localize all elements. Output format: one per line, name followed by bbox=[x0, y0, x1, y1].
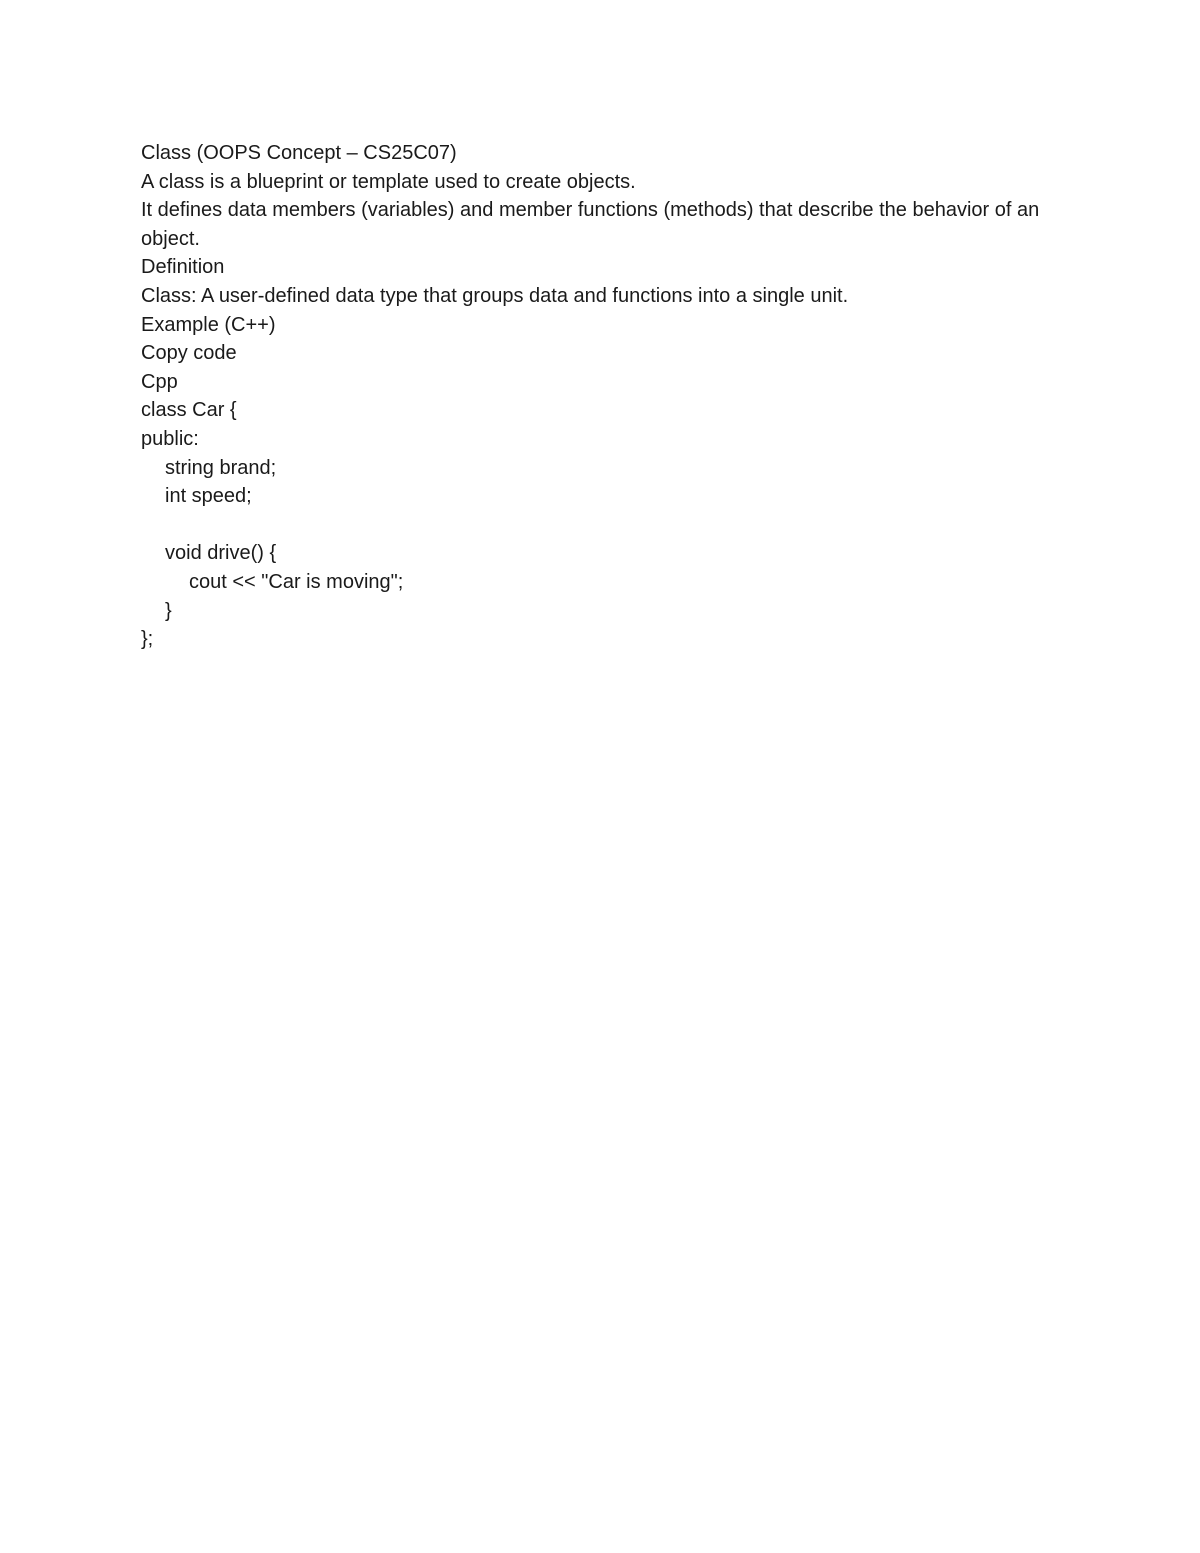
code-line: cout << "Car is moving"; bbox=[189, 570, 404, 593]
intro-paragraph-2: It defines data members (variables) and member functions (methods) that describe the behavior of an object. bbox=[141, 199, 1040, 250]
document-title: Class (OOPS Concept – CS25C07) bbox=[141, 142, 457, 164]
document-body bbox=[141, 139, 1071, 654]
code-line: string brand; bbox=[165, 456, 277, 479]
example-heading: Example (C++) bbox=[141, 313, 276, 336]
definition-heading: Definition bbox=[141, 256, 225, 279]
code-line: int speed; bbox=[165, 485, 252, 508]
code-language-label: Cpp bbox=[141, 370, 178, 393]
definition-text: Class: A user-defined data type that groups data and functions into a single unit. bbox=[141, 284, 849, 307]
code-block bbox=[141, 396, 1071, 653]
code-line: public: bbox=[141, 427, 199, 450]
code-line: void drive() { bbox=[165, 542, 277, 565]
intro-paragraph-1: A class is a blueprint or template used to create objects. bbox=[141, 170, 636, 193]
code-line: }; bbox=[141, 628, 154, 651]
code-line: class Car { bbox=[141, 399, 237, 422]
code-line: } bbox=[165, 599, 172, 622]
copy-code-label: Copy code bbox=[141, 342, 237, 365]
code-line-blank bbox=[141, 511, 1071, 540]
